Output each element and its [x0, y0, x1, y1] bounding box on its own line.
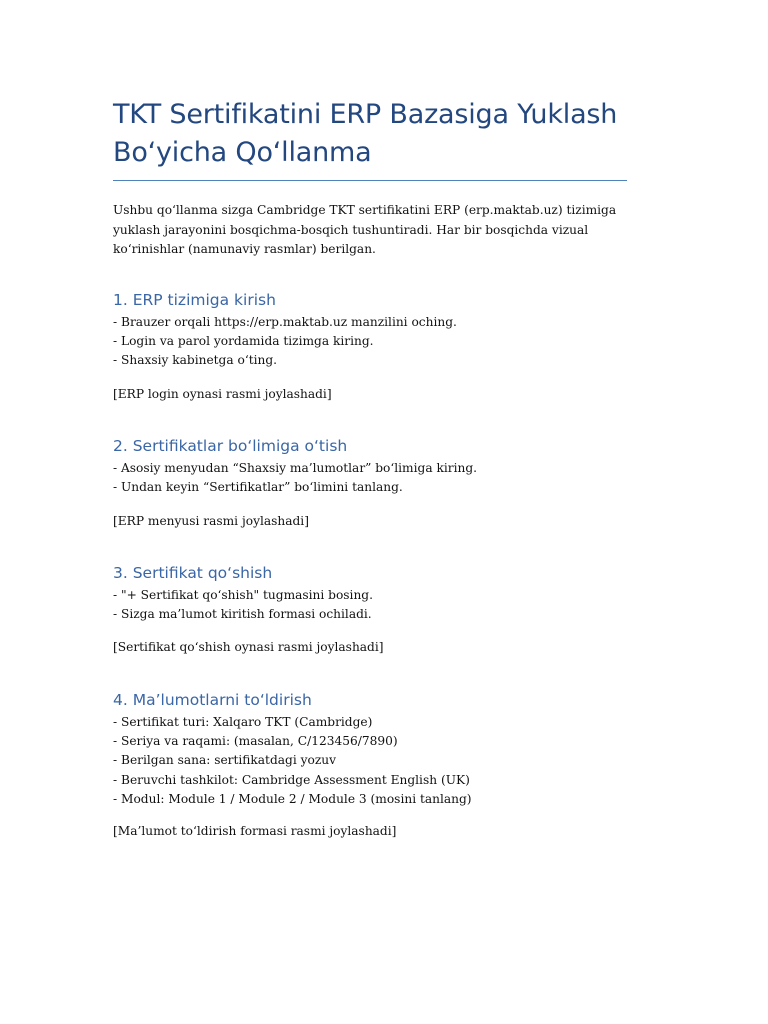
image-placeholder: [ERP menyusi rasmi joylashadi] — [113, 514, 309, 528]
document-title: TKT Sertifikatini ERP Bazasiga Yuklash Bo‘yicha Qo‘llanma — [113, 99, 618, 168]
section-heading: 3. Sertifikat qo‘shish — [113, 564, 273, 582]
list-item: - "+ Sertifikat qo‘shish" tugmasini bosing. — [113, 588, 373, 602]
list-item: - Modul: Module 1 / Module 2 / Module 3 (mosini tanlang) — [113, 791, 472, 806]
list-item: - Beruvchi tashkilot: Cambridge Assessment English (UK) — [113, 772, 470, 787]
section-add-certificate — [113, 562, 673, 624]
list-item: - Login va parol yordamida tizimga kiring. — [113, 334, 374, 349]
section-list — [113, 313, 673, 371]
intro-paragraph: Ushbu qo‘llanma sizga Cambridge TKT sertifikatini ERP (erp.maktab.uz) tizimiga yuklash jarayonini bosqichma-bosqich tushuntiradi. Har bir bosqichda vizual ko‘rinishlar (namunaviy rasmlar) berilgan. — [113, 203, 617, 256]
image-placeholder: [Ma’lumot to‘ldirish formasi rasmi joylashadi] — [113, 824, 397, 838]
list-item: - Undan keyin “Sertifikatlar” bo‘limini tanlang. — [113, 480, 403, 495]
list-item: - Asosiy menyudan “Shaxsiy ma’lumotlar” bo‘limiga kiring. — [113, 461, 477, 475]
list-item: - Sertifikat turi: Xalqaro TKT (Cambridge) — [113, 715, 373, 729]
list-item: - Sizga ma’lumot kiritish formasi ochiladi. — [113, 607, 372, 622]
image-placeholder: [ERP login oynasi rasmi joylashadi] — [113, 387, 332, 401]
section-list — [113, 459, 673, 497]
section-list — [113, 586, 673, 624]
list-item: - Berilgan sana: sertifikatdagi yozuv — [113, 753, 336, 768]
title-block — [113, 96, 627, 172]
section-list — [113, 713, 673, 809]
section-erp-login — [113, 289, 673, 371]
title-underline — [113, 180, 627, 181]
list-item: - Shaxsiy kabinetga o‘ting. — [113, 353, 278, 368]
section-fill-details — [113, 689, 673, 809]
image-placeholder: [Sertifikat qo‘shish oynasi rasmi joylashadi] — [113, 640, 384, 654]
list-item: - Seriya va raqami: (masalan, C/123456/7890) — [113, 734, 398, 749]
section-certificates-menu — [113, 435, 673, 497]
section-heading: 1. ERP tizimiga kirish — [113, 291, 276, 309]
section-heading: 4. Ma’lumotlarni to‘ldirish — [113, 691, 312, 709]
list-item: - Brauzer orqali https://erp.maktab.uz manzilini oching. — [113, 315, 457, 329]
section-heading: 2. Sertifikatlar bo‘limiga o‘tish — [113, 437, 348, 455]
